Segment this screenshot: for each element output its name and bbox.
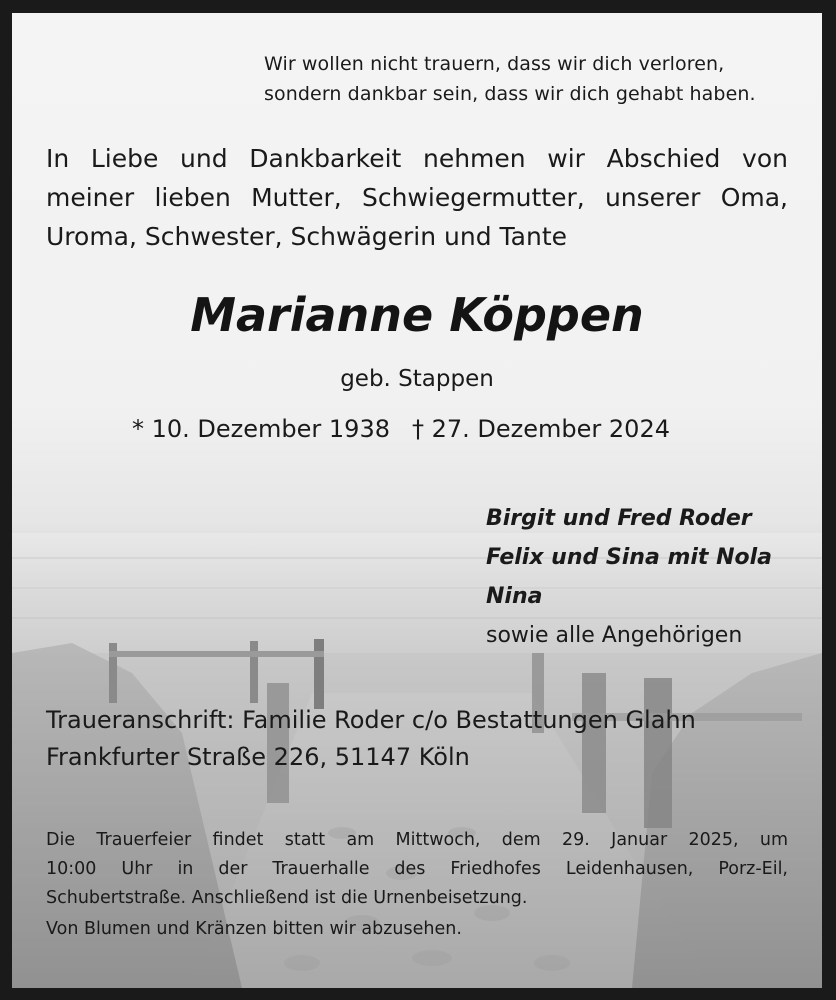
notice-line-4: Von Blumen und Kränzen bitten wir abzusehen. — [46, 919, 462, 939]
mourner-line-1: Birgit und Fred Roder — [486, 506, 752, 531]
obituary-card — [12, 13, 822, 988]
notice-line-2: 10:00 Uhr in der Trauerhalle des Friedhofes Leidenhausen, Porz-Eil, — [46, 859, 788, 879]
mourning-address — [46, 702, 696, 776]
mourner-line-4: sowie alle Angehörigen — [486, 623, 743, 648]
intro-line-2: meiner lieben Mutter, Schwiegermutter, unserer Oma, — [46, 183, 788, 212]
deceased-name: Marianne Köppen — [190, 288, 644, 342]
life-dates — [132, 411, 712, 447]
notice-line-1: Die Trauerfeier findet statt am Mittwoch, dem 29. Januar 2025, um — [46, 830, 788, 850]
quote-line-1: Wir wollen nicht trauern, dass wir dich verloren, — [264, 53, 725, 75]
mourner-line-3: Nina — [486, 584, 543, 609]
intro-line-1: In Liebe und Dankbarkeit nehmen wir Abschied von — [46, 144, 788, 173]
intro-line-3: Uroma, Schwester, Schwägerin und Tante — [46, 222, 568, 251]
maiden-name: geb. Stappen — [340, 366, 494, 392]
mourner-line-2: Felix und Sina mit Nola — [486, 545, 773, 570]
death-date: † 27. Dezember 2024 — [412, 415, 670, 443]
birth-date: * 10. Dezember 1938 — [132, 415, 390, 443]
intro-paragraph — [46, 139, 788, 256]
quote-line-2: sondern dankbar sein, dass wir dich gehabt haben. — [264, 83, 756, 105]
mourners-list — [486, 499, 772, 655]
funeral-notice — [46, 826, 788, 944]
notice-line-3: Schubertstraße. Anschließend ist die Urnenbeisetzung. — [46, 888, 528, 908]
address-line-1: Traueranschrift: Familie Roder c/o Bestattungen Glahn — [46, 706, 696, 734]
address-line-2: Frankfurter Straße 226, 51147 Köln — [46, 743, 470, 771]
